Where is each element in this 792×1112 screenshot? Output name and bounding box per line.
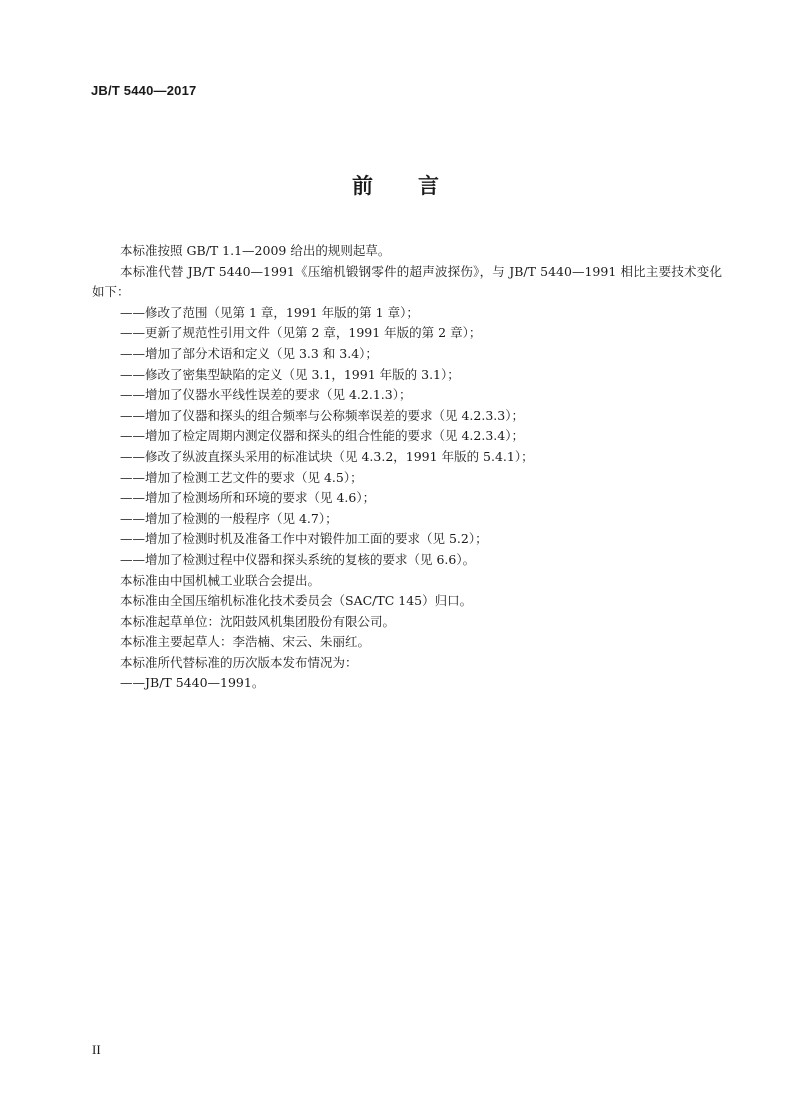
list-item: ——增加了仪器水平线性误差的要求（见 4.2.1.3）； [120, 387, 412, 403]
list-item: ——更新了规范性引用文件（见第 2 章，1991 年版的第 2 章）； [120, 325, 482, 341]
list-item: ——增加了检测的一般程序（见 4.7）； [120, 510, 338, 526]
list-item: ——增加了检测过程中仪器和探头系统的复核的要求（见 6.6）。 [120, 551, 476, 567]
paragraph: 本标准起草单位：沈阳鼓风机集团股份有限公司。 [120, 613, 396, 629]
list-item: ——增加了检测场所和环境的要求（见 4.6）； [120, 490, 376, 506]
paragraph: 本标准由全国压缩机标准化技术委员会（SAC/TC 145）归口。 [120, 593, 473, 609]
list-item: ——增加了检测时机及准备工作中对锻件加工面的要求（见 5.2）； [120, 531, 488, 547]
title-char-1: 前 [352, 174, 374, 198]
list-item: ——修改了纵波直探头采用的标准试块（见 4.3.2，1991 年版的 5.4.1）； [120, 448, 534, 464]
list-item: ——增加了部分术语和定义（见 3.3 和 3.4）； [120, 345, 378, 361]
paragraph: 本标准代替 JB/T 5440—1991《压缩机锻钢零件的超声波探伤》，与 JB/T 5440—1991 相比主要技术变化如下： [92, 263, 722, 300]
foreword-body [92, 241, 722, 694]
list-item: ——JB/T 5440—1991。 [120, 675, 265, 691]
list-item: ——修改了密集型缺陷的定义（见 3.1，1991 年版的 3.1）； [120, 366, 460, 382]
list-item: ——增加了仪器和探头的组合频率与公称频率误差的要求（见 4.2.3.3）； [120, 407, 524, 423]
paragraph: 本标准按照 GB/T 1.1—2009 给出的规则起草。 [120, 243, 391, 258]
standard-code: JB/T 5440—2017 [91, 83, 197, 98]
paragraph: 本标准主要起草人：李浩楠、宋云、朱丽红。 [120, 634, 371, 650]
page-title [0, 170, 792, 200]
list-item: ——增加了检测工艺文件的要求（见 4.5）； [120, 469, 363, 485]
title-char-2: 言 [418, 174, 440, 198]
paragraph: 本标准所代替标准的历次版本发布情况为： [120, 654, 358, 670]
paragraph: 本标准由中国机械工业联合会提出。 [120, 572, 321, 588]
list-item: ——增加了检定周期内测定仪器和探头的组合性能的要求（见 4.2.3.4）； [120, 428, 524, 444]
list-item: ——修改了范围（见第 1 章，1991 年版的第 1 章）； [120, 304, 419, 320]
page-number: II [92, 1042, 101, 1057]
